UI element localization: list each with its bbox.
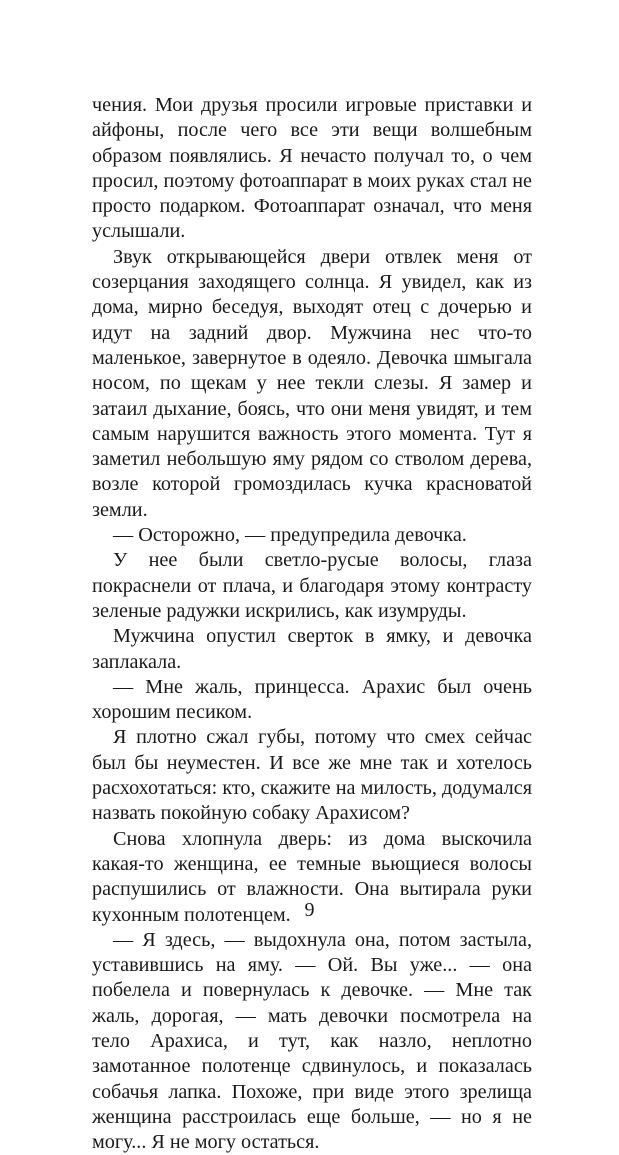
paragraph: Звук открывающейся двери отвлек меня от созерцания заходящего солнца. Я увидел, как из дома, мирно беседуя, выходят отец с дочерью и идут на задний двор. Мужчина нес что-то маленькое, завернутое в одеяло. Девочка шмыгала носом, по щекам у нее текли слезы. Я замер и затаил дыхание, боясь, что они меня увидят, и тем самым нарушится важность этого момента. Тут я заметил небольшую яму рядом со стволом дерева, возле которой громоздилась кучка красноватой земли.: [92, 245, 532, 521]
paragraph: чения. Мои друзья просили игровые приставки и айфоны, после чего все эти вещи волшебным образом появлялись. Я нечасто получал то, о чем просил, поэтому фотоаппарат в моих руках стал не просто подарком. Фотоаппарат означал, что меня услышали.: [92, 94, 532, 243]
paragraph: Мужчина опустил сверток в ямку, и девочка заплакала.: [92, 625, 532, 673]
page-text-block: [92, 93, 532, 1155]
dialogue-paragraph: — Осторожно, — предупредила девочка.: [113, 524, 467, 547]
paragraph: Я плотно сжал губы, потому что смех сейчас был бы неуместен. И все же мне так и хотелось расхохотаться: кто, скажите на милость, додумался назвать покойную собаку Арахисом?: [92, 726, 532, 825]
paragraph: У нее были светло-русые волосы, глаза покраснели от плача, и благодаря этому контрасту зеленые радужки искрились, как изумруды.: [92, 549, 532, 622]
page-number: 9: [304, 899, 315, 921]
dialogue-paragraph: — Мне жаль, принцесса. Арахис был очень хорошим песиком.: [92, 675, 532, 724]
paragraph: Снова хлопнула дверь: из дома выскочила какая-то женщина, ее темные вьющиеся волосы распушились от влажности. Она вытирала руки кухонным полотенцем.: [92, 827, 532, 926]
dialogue-paragraph: — Я здесь, — выдохнула она, потом застыла, уставившись на яму. — Ой. Вы уже... — она побелела и повернулась к девочке. — Мне так жаль, дорогая, — мать девочки посмотрела на тело Арахиса, и тут, как назло, неплотно замотанное полотенце сдвинулось, и показалась собачья лапка. Похоже, при виде этого зрелища женщина расстроилась еще больше, — но я не могу... Я не могу остаться.: [92, 928, 532, 1154]
